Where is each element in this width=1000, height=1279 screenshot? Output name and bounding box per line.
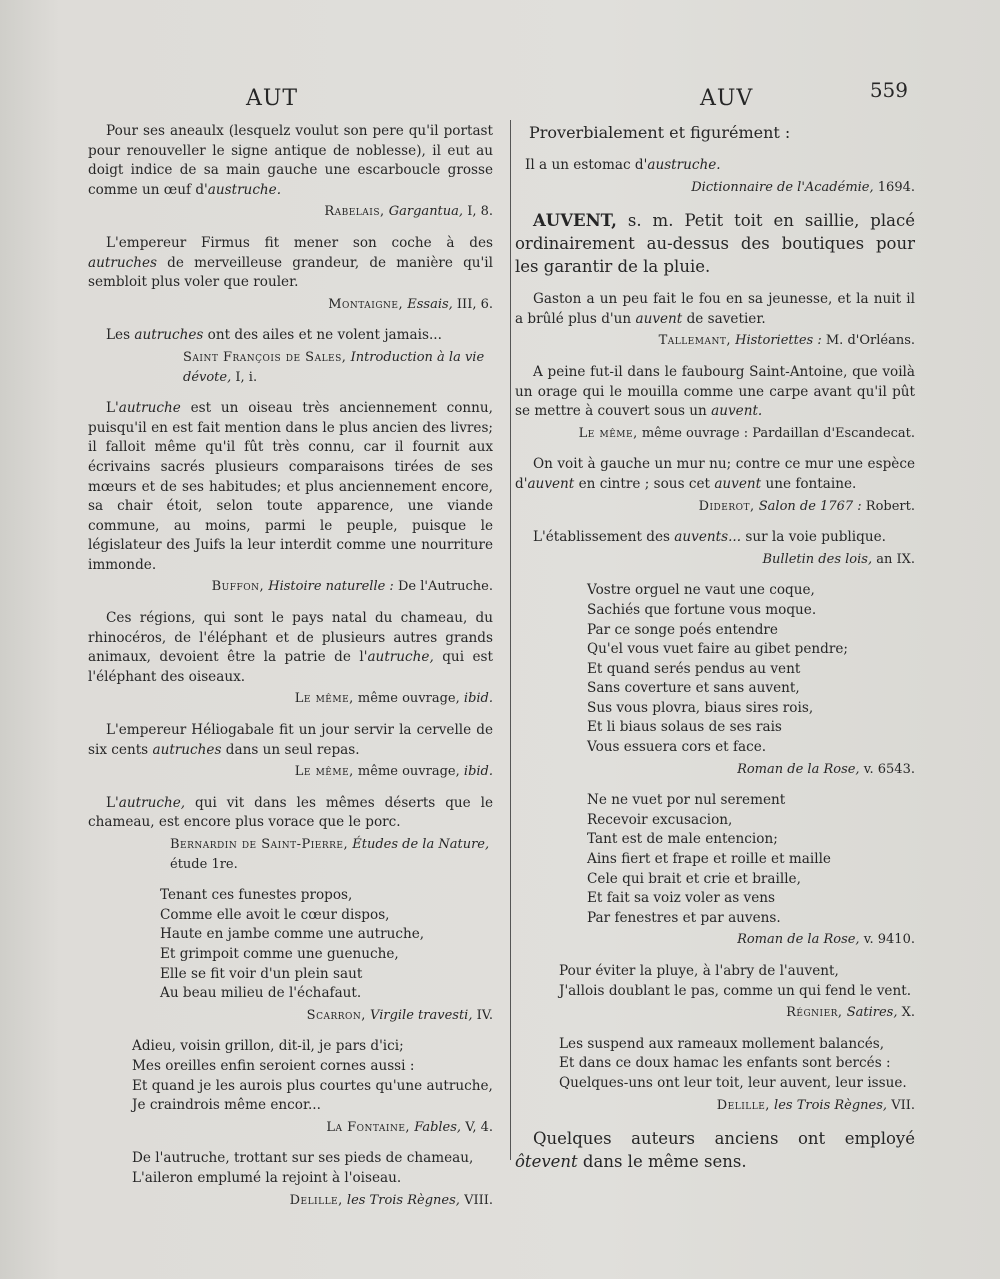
verse-line: Et fait sa voiz voler as vens <box>587 890 776 907</box>
verse-line: Ains fiert et frape et roille et maille <box>587 851 831 868</box>
verse-line: Sus vous plovra, biaus sires rois, <box>587 699 814 716</box>
usage-note: Proverbialement et figurément : <box>529 123 791 142</box>
quote-paragraph: Les autruches ont des ailes et ne volent jamais... <box>106 327 442 344</box>
page-number: 559 <box>869 78 908 102</box>
citation: Rabelais, Gargantua, I, 8. <box>324 204 493 220</box>
verse-line: Vous essuera cors et face. <box>587 739 767 756</box>
verse-line: Par ce songe poés entendre <box>587 621 778 638</box>
right-column <box>515 122 915 1173</box>
quote-paragraph: Pour ses aneaulx (lesquelz voulut son pere qu'il portast pour renouveller le signe antique de noblesse), il eut au doigt indice de sa main gauche une escarboucle grosse comme un œuf d'austruche. <box>88 123 493 198</box>
verse-line: Cele qui brait et crie et braille, <box>587 870 801 887</box>
headword: AUVENT, <box>533 211 617 231</box>
verse-line: Et grimpoit comme une guenuche, <box>160 945 399 962</box>
running-head-left: AUT <box>246 86 299 111</box>
verse-block <box>587 581 915 757</box>
citation: Saint François de Sales, Introduction à la vie dévote, I, i. <box>183 349 485 385</box>
citation: Bulletin des lois, an IX. <box>762 551 915 567</box>
quote-paragraph: L'empereur Firmus fit mener son coche à des autruches de merveilleuse grandeur, de manière qu'il sembloit plus voler que rouler. <box>88 234 493 291</box>
verse-line: Et dans ce doux hamac les enfants sont bercés : <box>559 1055 891 1072</box>
verse-line: Je craindrois même encor... <box>132 1097 321 1114</box>
quote-paragraph: A peine fut-il dans le faubourg Saint-Antoine, que voilà un orage qui le mouilla comme une carpe avant qu'il pût se mettre à couvert sous un auvent. <box>515 363 915 420</box>
verse-line: Qu'el vous vuet faire au gibet pendre; <box>587 641 848 658</box>
quote-paragraph: L'établissement des auvents... sur la voie publique. <box>533 529 886 546</box>
quote-paragraph: Gaston a un peu fait le fou en sa jeunesse, et la nuit il a brûlé plus d'un auvent de savetier. <box>515 291 915 327</box>
verse-line: Au beau milieu de l'échafaut. <box>160 985 362 1002</box>
verse-line: Adieu, voisin grillon, dit-il, je pars d'ici; <box>132 1038 404 1055</box>
quote-paragraph: Il a un estomac d'austruche. <box>525 157 721 173</box>
verse-line: J'allois doublant le pas, comme un qui fend le vent. <box>559 982 912 999</box>
verse-line: Quelques-uns ont leur toit, leur auvent, leur issue. <box>559 1074 907 1091</box>
citation: Roman de la Rose, v. 9410. <box>737 932 915 948</box>
citation: Diderot, Salon de 1767 : Robert. <box>698 498 915 514</box>
verse-line: Les suspend aux rameaux mollement balancés, <box>559 1035 885 1052</box>
left-column <box>88 122 493 1222</box>
quote-paragraph: L'autruche, qui vit dans les mêmes déserts que le chameau, est encore plus vorace que le porc. <box>88 794 493 831</box>
citation: Régnier, Satires, X. <box>786 1005 915 1021</box>
verse-line: De l'autruche, trottant sur ses pieds de chameau, <box>132 1150 474 1167</box>
verse-block <box>132 1149 493 1188</box>
quote-paragraph: L'autruche est un oiseau très anciennement connu, puisqu'il en est fait mention dans le plus ancien des livres; il falloit même qu'il fût très connu, car il fournit aux écrivains sacrés plusieurs comparaisons tirées de ses mœurs et de ses habitudes; et plus anciennement encore, sa chair étoit, selon toute apparence, une viande commune, au moins, parmi le peuple, puisque le législateur des Juifs la leur interdit comme une nourriture immonde. <box>88 400 493 573</box>
verse-line: Et quand serés pendus au vent <box>587 660 801 677</box>
quote-paragraph: Ces régions, qui sont le pays natal du chameau, du rhinocéros, de l'éléphant et de plusieurs autres grands animaux, devoient être la patrie de l'autruche, qui est l'éléphant des oiseaux. <box>88 610 493 685</box>
verse-line: Sachiés que fortune vous moque. <box>587 601 817 618</box>
verse-line: Tenant ces funestes propos, <box>160 887 353 904</box>
verse-line: Recevoir excusacion, <box>587 811 733 828</box>
citation: Dictionnaire de l'Académie, 1694. <box>691 179 915 195</box>
verse-line: Elle se fit voir d'un plein saut <box>160 965 363 982</box>
verse-line: Vostre orguel ne vaut une coque, <box>587 582 815 599</box>
citation: Bernardin de Saint-Pierre, Études de la Nature, étude 1re. <box>170 837 490 872</box>
citation: Scarron, Virgile travesti, IV. <box>306 1007 493 1023</box>
verse-block <box>559 962 915 1001</box>
verse-line: Mes oreilles enfin seroient cornes aussi : <box>132 1057 415 1074</box>
verse-line: Pour éviter la pluye, à l'abry de l'auvent, <box>559 963 839 979</box>
citation: Buffon, Histoire naturelle : De l'Autruche. <box>211 579 493 595</box>
column-divider <box>510 120 511 1160</box>
citation: Roman de la Rose, v. 6543. <box>737 761 915 777</box>
citation: Delille, les Trois Règnes, VII. <box>716 1097 915 1113</box>
verse-line: Sans coverture et sans auvent, <box>587 680 800 697</box>
verse-line: Comme elle avoit le cœur dispos, <box>160 906 390 923</box>
verse-block <box>132 1037 493 1115</box>
verse-block <box>559 1035 915 1094</box>
verse-line: Et quand je les aurois plus courtes qu'une autruche, <box>132 1077 493 1094</box>
citation: Montaigne, Essais, III, 6. <box>328 296 493 312</box>
quote-paragraph: On voit à gauche un mur nu; contre ce mur une espèce d'auvent en cintre ; sous cet auvent une fontaine. <box>515 456 915 492</box>
verse-block <box>160 886 493 1004</box>
verse-line: Haute en jambe comme une autruche, <box>160 926 425 943</box>
citation: La Fontaine, Fables, V, 4. <box>326 1119 493 1135</box>
verse-line: Et li biaus solaus de ses rais <box>587 719 782 736</box>
citation: Le même, même ouvrage, ibid. <box>294 764 493 780</box>
quote-paragraph: L'empereur Héliogabale fit un jour servir la cervelle de six cents autruches dans un seul repas. <box>88 722 493 758</box>
running-head-right: AUV <box>700 86 754 111</box>
verse-block <box>587 791 915 928</box>
verse-line: Tant est de male entencion; <box>587 831 778 848</box>
citation: Le même, même ouvrage, ibid. <box>294 691 493 707</box>
citation: Delille, les Trois Règnes, VIII. <box>289 1192 493 1208</box>
verse-line: Par fenestres et par auvens. <box>587 909 781 926</box>
closing-note: Quelques auteurs anciens ont employé ôtevent dans le même sens. <box>515 1129 915 1172</box>
citation: Tallemant, Historiettes : M. d'Orléans. <box>658 333 915 349</box>
entry-headword-definition: AUVENT, s. m. Petit toit en saillie, placé ordinairement au-dessus des boutiques pour les garantir de la pluie. <box>515 211 915 277</box>
verse-line: Ne ne vuet por nul serement <box>587 792 786 809</box>
verse-line: L'aileron emplumé la rejoint à l'oiseau. <box>132 1169 402 1186</box>
citation: Le même, même ouvrage : Pardaillan d'Escandecat. <box>578 425 915 441</box>
